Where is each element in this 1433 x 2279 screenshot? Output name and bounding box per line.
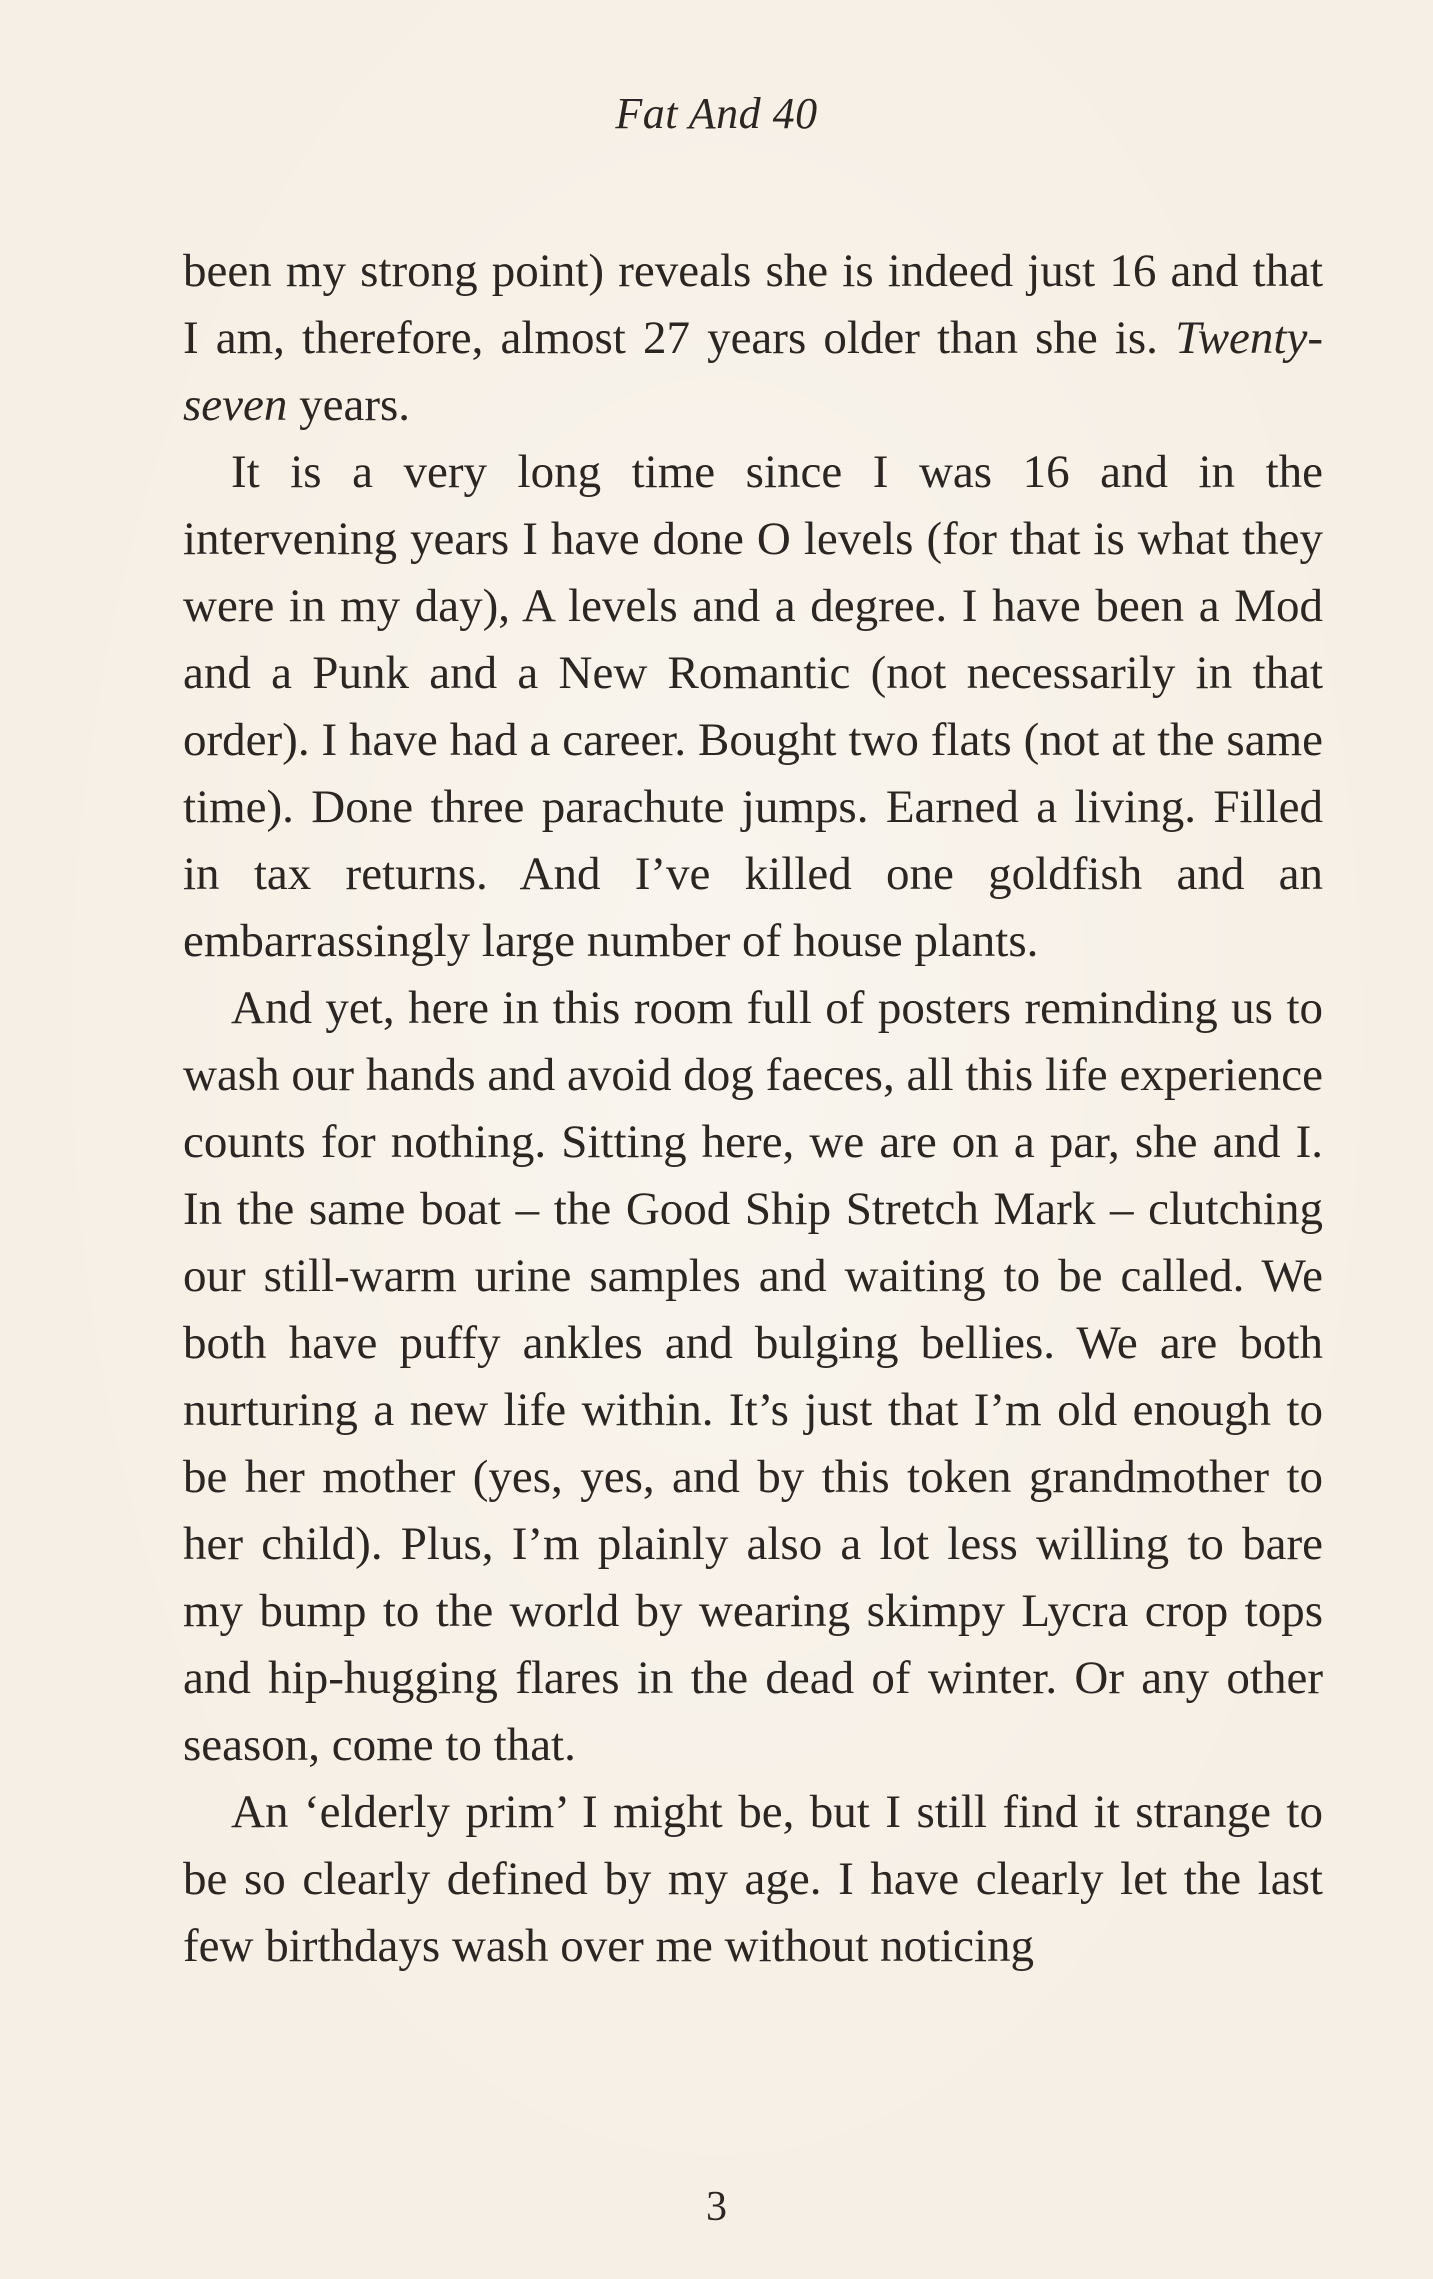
paragraph-1 — [183, 238, 1323, 439]
paragraph-3: And yet, here in this room full of posters reminding us to wash our hands and avoid dog faeces, all this life experience counts for nothing. Sitting here, we are on a par, she and I. In the same boat – the Good Ship Stretch Mark – clutching our still-warm urine samples and waiting to be called. We both have puffy ankles and bulging bellies. We are both nurturing a new life within. It’s just that I’m old enough to be her mother (yes, yes, and by this token grandmother to her child). Plus, I’m plainly also a lot less willing to bare my bump to the world by wearing skimpy Lycra crop tops and hip-hugging flares in the dead of winter. Or any other season, come to that. — [183, 982, 1323, 1771]
paragraph-1-text-a: been my strong point) reveals she is indeed just 16 and that I am, therefore, almost 27 years older than she is. — [183, 245, 1323, 364]
paragraph-1-italic-phrase: Twenty-seven — [183, 312, 1323, 431]
paragraph-2: It is a very long time since I was 16 and in the intervening years I have done O levels (for that is what they were in my day), A levels and a degree. I have been a Mod and a Punk and a New Romantic (not necessarily in that order). I have had a career. Bought two flats (not at the same time). Done three parachute jumps. Earned a living. Filled in tax returns. And I’ve killed one goldfish and an embarrassingly large number of house plants. — [183, 446, 1323, 967]
body-text — [183, 238, 1323, 1980]
page-number: 3 — [706, 2184, 727, 2230]
running-title: Fat And 40 — [615, 89, 818, 138]
paragraph-1-text-b: years. — [287, 379, 411, 431]
paragraph-4: An ‘elderly prim’ I might be, but I still find it strange to be so clearly defined by my age. I have clearly let the last few birthdays wash over me without noticing — [183, 1786, 1323, 1972]
